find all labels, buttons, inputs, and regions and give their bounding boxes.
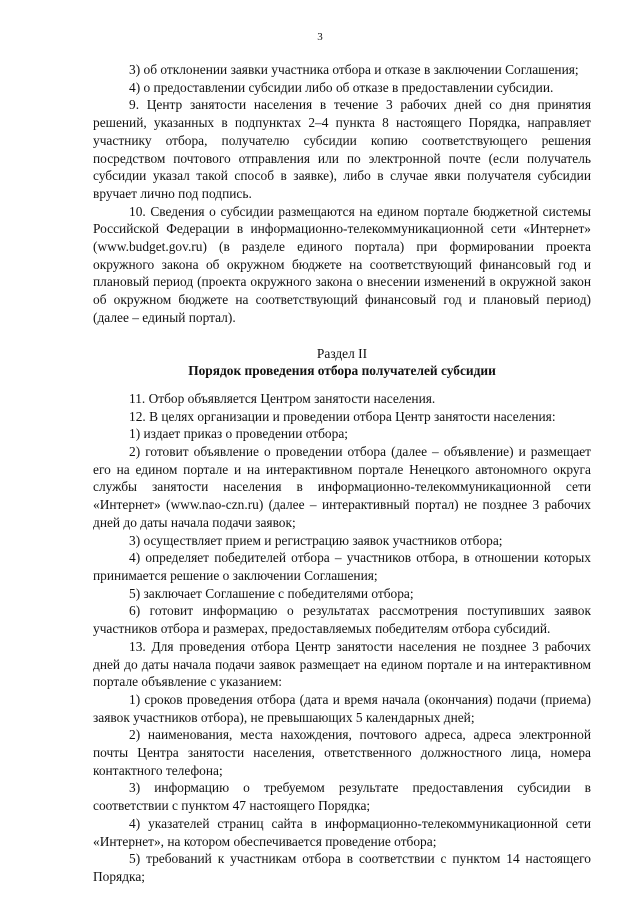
paragraph: 9. Центр занятости населения в течение 3 рабочих дней со дня принятия решений, указанных в подпунктах 2–4 пункта 8 настоящего Порядка, направляет участнику отбора, получателю субсидии копию соответствующего решения посредством почтового отправления или по электронной почте (если получатель субсидии указал такой способ в заявке), либо в случае явки получателя субсидии вручает лично под подпись. [93,97,591,201]
paragraph: 1) издает приказ о проведении отбора; [129,426,348,442]
paragraph: 11. Отбор объявляется Центром занятости населения. [129,390,436,406]
paragraph: 5) требований к участникам отбора в соответствии с пунктом 14 настоящего Порядка; [93,851,591,884]
paragraph: 4) определяет победителей отбора – участников отбора, в отношении которых принимается решение о заключении Соглашения; [93,550,591,583]
paragraph: 6) готовит информацию о результатах рассмотрения поступивших заявок участников отбора и размерах, предоставляемых победителям отбора субсидий. [93,603,591,637]
section-label: Раздел II [316,345,368,361]
paragraph: 5) заключает Соглашение с победителями отбора; [129,585,414,601]
paragraph: 3) информацию о требуемом результате предоставления субсидии в соответствии с пунктом 47 настоящего Порядка; [93,780,591,814]
paragraph: 4) указателей страниц сайта в информационно-телекоммуникационной сети «Интернет», на котором обеспечивается проведение отбора; [93,815,591,849]
document-body [93,61,591,886]
paragraph: 3) об отклонении заявки участника отбора и отказе в заключении Соглашения; [129,62,579,77]
paragraph: 12. В целях организации и проведении отбора Центр занятости населения: [129,408,556,424]
paragraph: 10. Сведения о субсидии размещаются на едином портале бюджетной системы Российской Федерации в информационно-телекоммуникационной сети «Интернет» (www.budget.gov.ru) (в разделе единого портала) при формировании проекта окружного закона об окружном бюджете на соответствующий финансовый год и плановый период (проекта окружного закона о внесении изменений в окружной закон об окружном бюджете на соответствующий финансовый год и плановый период) (далее – единый портал). [93,203,591,325]
paragraph: 13. Для проведения отбора Центр занятости населения не позднее 3 рабочих дней до даты начала подачи заявок размещает на едином портале и на интерактивном портале объявление с указанием: [93,638,591,690]
paragraph: 2) готовит объявление о проведении отбора (далее – объявление) и размещает его на едином портале и на интерактивном портале Ненецкого автономного округа службы занятости населения в информационно-телекоммуникационной сети «Интернет» (www.nao-czn.ru) (далее – интерактивный портал) не позднее 3 рабочих дней до даты начала подачи заявок; [93,444,591,530]
paragraph: 3) осуществляет прием и регистрацию заявок участников отбора; [129,532,503,548]
paragraph: 2) наименования, места нахождения, почтового адреса, адреса электронной почты Центра занятости населения, ответственного должностного лица, номера контактного телефона; [93,727,591,778]
paragraph: 4) о предоставлении субсидии либо об отказе в предоставлении субсидии. [129,79,554,95]
section-title: Порядок проведения отбора получателей субсидии [188,363,496,379]
paragraph: 1) сроков проведения отбора (дата и время начала (окончания) подачи (приема) заявок участников отбора), не превышающих 5 календарных дней; [93,691,591,725]
page-number: 3 [317,31,323,43]
